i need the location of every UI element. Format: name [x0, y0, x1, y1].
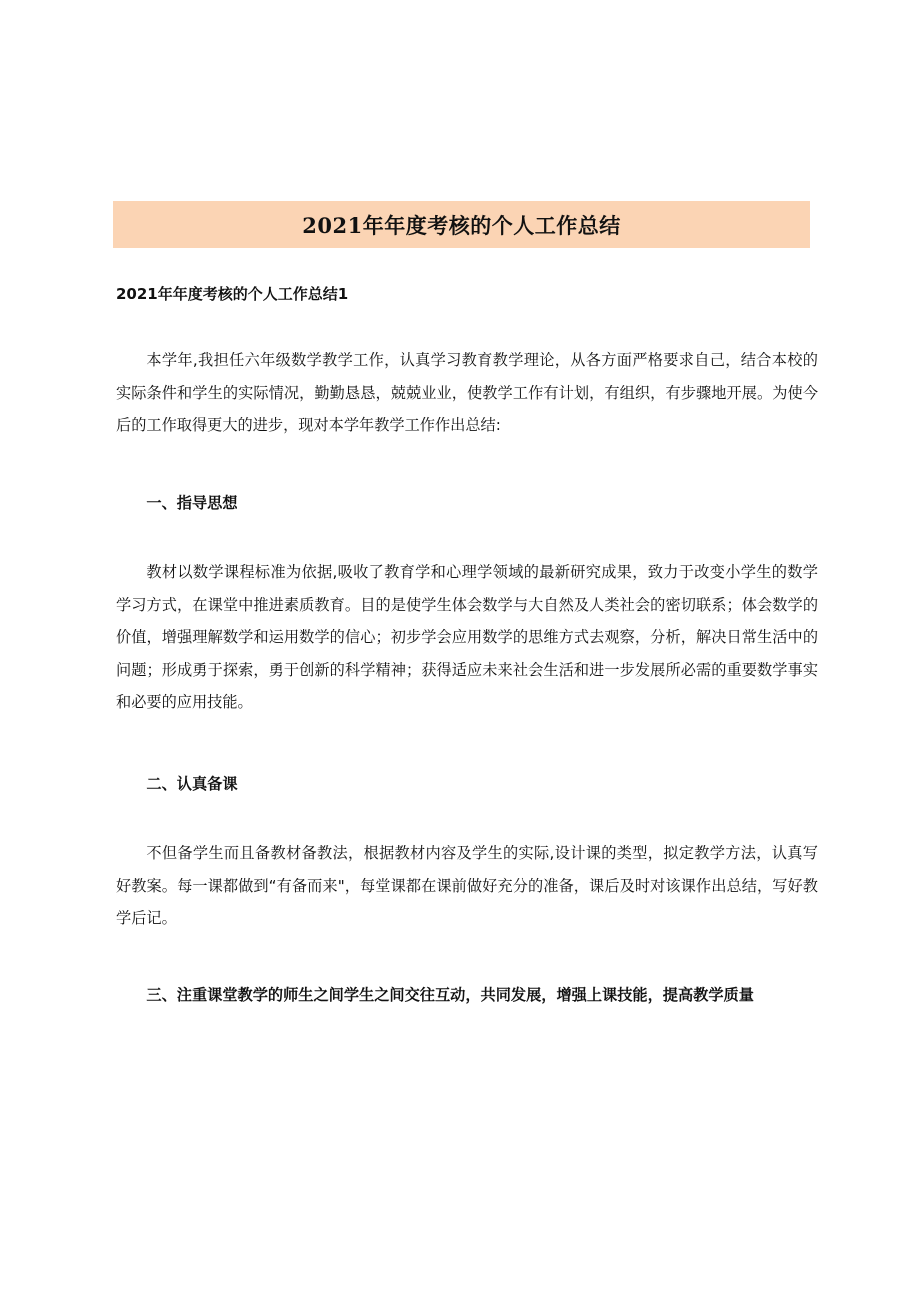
document-title: 2021年年度考核的个人工作总结	[302, 212, 621, 238]
section-paragraph-guiding-ideology: 教材以数学课程标准为依据,吸收了教育学和心理学领域的最新研究成果，致力于改变小学生的数学学习方式，在课堂中推进素质教育。目的是使学生体会数学与大自然及人类社会的密切联系；体会数学的价值，增强理解数学和运用数学的信心；初步学会应用数学的思维方式去观察，分析，解决日常生活中的问题；形成勇于探索，勇于创新的科学精神；获得适应未来社会生活和进一步发展所必需的重要数学事实和必要的应用技能。	[116, 563, 818, 712]
section-heading-classroom-teaching: 三、注重课堂教学的师生之间学生之间交往互动，共同发展，增强上课技能，提高教学质量	[146, 986, 754, 1004]
section-heading-guiding-ideology: 一、指导思想	[146, 494, 238, 512]
document-subtitle: 2021年年度考核的个人工作总结1	[116, 285, 349, 303]
section-heading-lesson-preparation: 二、认真备课	[146, 775, 238, 793]
section-paragraph-lesson-preparation: 不但备学生而且备教材备教法，根据教材内容及学生的实际,设计课的类型，拟定教学方法，认真写好教案。每一课都做到“有备而来"，每堂课都在课前做好充分的准备，课后及时对该课作出总结，写好教学后记。	[116, 844, 818, 928]
intro-paragraph: 本学年,我担任六年级数学教学工作，认真学习教育教学理论，从各方面严格要求自己，结合本校的实际条件和学生的实际情况，勤勤恳恳，兢兢业业，使教学工作有计划，有组织，有步骤地开展。为使今后的工作取得更大的进步，现对本学年教学工作作出总结:	[116, 351, 818, 435]
title-banner	[113, 201, 810, 248]
